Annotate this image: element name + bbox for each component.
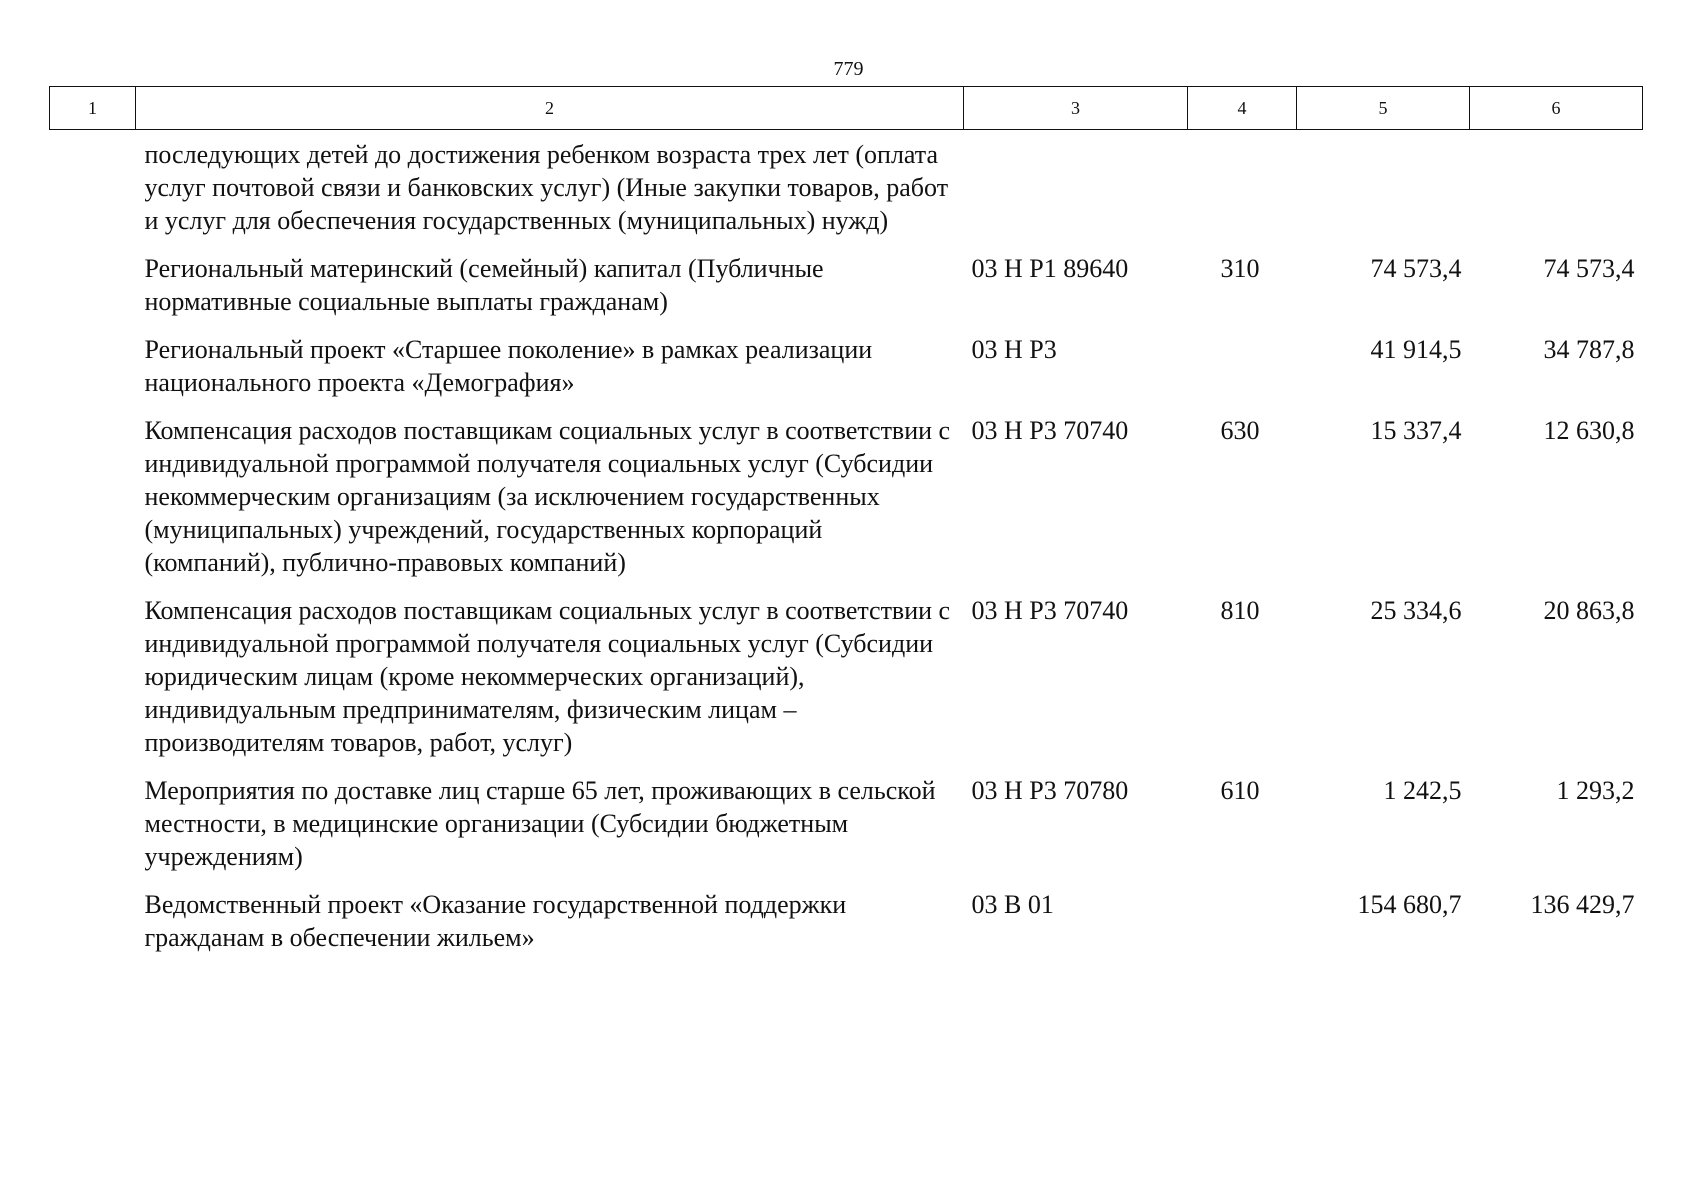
table-header <box>50 87 1643 130</box>
expense-type-code: 610 <box>1220 776 1260 805</box>
item-name: Компенсация расходов поставщикам социальных услуг в соответствии с индивидуальной программой получателя социальных услуг (Субсидии некоммерческим организациям (за исключением государственных (муниципальных) учреждений, государственных корпораций (компаний), публично-правовых компаний) <box>144 416 951 577</box>
amount-column-6: 12 630,8 <box>1543 416 1635 445</box>
amount-column-5: 15 337,4 <box>1370 416 1462 445</box>
amount-column-5: 154 680,7 <box>1357 890 1462 919</box>
header-row <box>50 87 1643 130</box>
amount-column-6: 34 787,8 <box>1543 335 1635 364</box>
item-name: Региональный проект «Старшее поколение» в рамках реализации национального проекта «Демография» <box>144 335 873 397</box>
table-row <box>50 130 1643 253</box>
amount-column-6: 20 863,8 <box>1543 596 1635 625</box>
column-header-6: 6 <box>1470 87 1643 130</box>
amount-column-6: 136 429,7 <box>1530 890 1635 919</box>
amount-column-5: 74 573,4 <box>1370 254 1462 283</box>
target-article-code <box>964 130 1188 253</box>
expense-type-code <box>1188 888 1297 969</box>
budget-table <box>49 86 1643 969</box>
table-row <box>50 888 1643 969</box>
table-body <box>50 130 1643 970</box>
target-article-code: 03 Н Р3 70740 <box>971 596 1129 625</box>
amount-column-6 <box>1470 130 1643 253</box>
amount-column-5 <box>1297 130 1470 253</box>
expense-type-code: 630 <box>1220 416 1260 445</box>
row-number-cell <box>50 888 136 969</box>
amount-column-6: 74 573,4 <box>1543 254 1635 283</box>
page-number: 779 <box>833 58 864 80</box>
item-name: Компенсация расходов поставщикам социальных услуг в соответствии с индивидуальной программой получателя социальных услуг (Субсидии юридическим лицам (кроме некоммерческих организаций), индивидуальным предпринимателям, физическим лицам – производителям товаров, работ, услуг) <box>144 596 951 757</box>
expense-type-code: 810 <box>1220 596 1260 625</box>
item-name: последующих детей до достижения ребенком возраста трех лет (оплата услуг почтовой связи и банковских услуг) (Иные закупки товаров, работ и услуг для обеспечения государственных (муниципальных) нужд) <box>144 140 949 235</box>
amount-column-5: 25 334,6 <box>1370 596 1462 625</box>
row-number-cell <box>50 774 136 888</box>
table-row <box>50 333 1643 414</box>
target-article-code: 03 Н Р3 70780 <box>971 776 1129 805</box>
amount-column-6: 1 293,2 <box>1556 776 1635 805</box>
expense-type-code <box>1188 333 1297 414</box>
column-header-4: 4 <box>1188 87 1297 130</box>
table-row <box>50 414 1643 594</box>
column-header-5: 5 <box>1297 87 1470 130</box>
amount-column-5: 1 242,5 <box>1383 776 1462 805</box>
table-row <box>50 594 1643 774</box>
item-name: Ведомственный проект «Оказание государственной поддержки гражданам в обеспечении жильем» <box>144 890 847 952</box>
row-number-cell <box>50 414 136 594</box>
target-article-code: 03 Н Р1 89640 <box>971 254 1129 283</box>
table-row <box>50 252 1643 333</box>
row-number-cell <box>50 252 136 333</box>
expense-type-code: 310 <box>1220 254 1260 283</box>
table-row <box>50 774 1643 888</box>
row-number-cell <box>50 594 136 774</box>
expense-type-code <box>1188 130 1297 253</box>
row-number-cell <box>50 333 136 414</box>
amount-column-5: 41 914,5 <box>1370 335 1462 364</box>
column-header-3: 3 <box>964 87 1188 130</box>
target-article-code: 03 Н Р3 <box>971 335 1057 364</box>
column-header-2: 2 <box>136 87 964 130</box>
target-article-code: 03 В 01 <box>971 890 1054 919</box>
item-name: Мероприятия по доставке лиц старше 65 лет, проживающих в сельской местности, в медицинские организации (Субсидии бюджетным учреждениям) <box>144 776 936 871</box>
item-name: Региональный материнский (семейный) капитал (Публичные нормативные социальные выплаты гражданам) <box>144 254 824 316</box>
target-article-code: 03 Н Р3 70740 <box>971 416 1129 445</box>
row-number-cell <box>50 130 136 253</box>
column-header-1: 1 <box>50 87 136 130</box>
